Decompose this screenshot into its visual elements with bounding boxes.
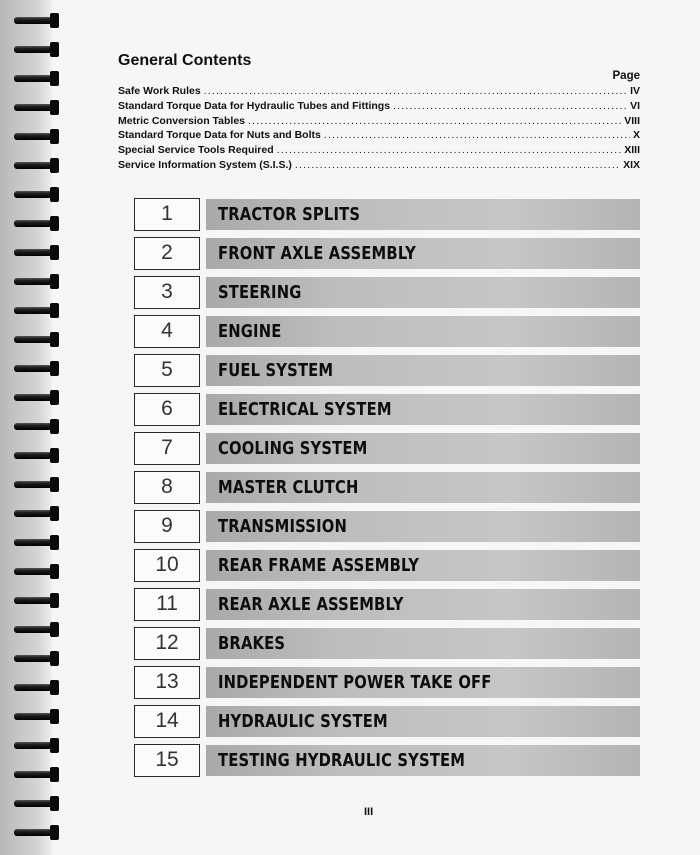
section-tab-14[interactable] xyxy=(134,701,640,740)
toc-entry-page: X xyxy=(632,129,640,142)
binding-coil xyxy=(14,360,60,377)
section-title: MASTER CLUTCH xyxy=(218,477,359,498)
section-number: 3 xyxy=(134,276,200,309)
section-tab-5[interactable] xyxy=(134,350,640,389)
section-band xyxy=(206,589,640,620)
section-title: TRACTOR SPLITS xyxy=(218,204,361,225)
toc-leader-dots xyxy=(295,158,620,173)
toc-leader-dots xyxy=(393,99,627,114)
general-contents-heading: General Contents xyxy=(118,52,252,69)
toc-entry[interactable] xyxy=(118,114,640,129)
section-tab-7[interactable] xyxy=(134,428,640,467)
binding-coil xyxy=(14,534,60,551)
section-band xyxy=(206,706,640,737)
section-index xyxy=(134,194,640,779)
toc-entry[interactable] xyxy=(118,99,640,114)
general-contents-list xyxy=(118,84,640,173)
binding-coil xyxy=(14,70,60,87)
section-band xyxy=(206,667,640,698)
section-number: 5 xyxy=(134,354,200,387)
section-number: 14 xyxy=(134,705,200,738)
binding-coil xyxy=(14,447,60,464)
binding-coil xyxy=(14,273,60,290)
section-band xyxy=(206,472,640,503)
section-number: 4 xyxy=(134,315,200,348)
section-number: 15 xyxy=(134,744,200,777)
toc-entry-page: IV xyxy=(630,85,640,97)
toc-entry-title: Metric Conversion Tables xyxy=(118,114,246,127)
binding-coil xyxy=(14,650,60,667)
toc-entry-title: Special Service Tools Required xyxy=(118,144,274,157)
spiral-binding xyxy=(0,0,52,855)
section-tab-6[interactable] xyxy=(134,389,640,428)
toc-entry-page: VIII xyxy=(624,114,640,127)
section-number: 10 xyxy=(134,549,200,582)
toc-entry-title: Standard Torque Data for Nuts and Bolts xyxy=(118,129,321,142)
toc-entry-page: XIII xyxy=(624,144,640,157)
section-band xyxy=(206,628,640,659)
section-band xyxy=(206,433,640,464)
section-number: 1 xyxy=(134,198,200,231)
section-title: STEERING xyxy=(218,282,302,303)
section-title: TESTING HYDRAULIC SYSTEM xyxy=(218,750,466,771)
section-tab-15[interactable] xyxy=(134,740,640,779)
binding-coil xyxy=(14,186,60,203)
section-title: HYDRAULIC SYSTEM xyxy=(218,711,388,732)
toc-entry-page: VI xyxy=(630,99,640,112)
section-number: 8 xyxy=(134,471,200,504)
section-band xyxy=(206,199,640,230)
binding-coil xyxy=(14,795,60,812)
binding-coil xyxy=(14,418,60,435)
toc-entry[interactable] xyxy=(118,84,640,99)
section-title: FRONT AXLE ASSEMBLY xyxy=(218,243,416,264)
section-band xyxy=(206,745,640,776)
section-title: REAR AXLE ASSEMBLY xyxy=(218,594,404,615)
binding-coil xyxy=(14,244,60,261)
page-column-label: Page xyxy=(612,70,640,82)
toc-entry[interactable] xyxy=(118,128,640,143)
section-number: 2 xyxy=(134,237,200,270)
section-title: BRAKES xyxy=(218,633,286,654)
section-tab-13[interactable] xyxy=(134,662,640,701)
binding-coil xyxy=(14,476,60,493)
section-title: FUEL SYSTEM xyxy=(218,360,334,381)
binding-coil xyxy=(14,563,60,580)
binding-coil xyxy=(14,331,60,348)
section-title: INDEPENDENT POWER TAKE OFF xyxy=(218,672,492,693)
section-number: 12 xyxy=(134,627,200,660)
section-number: 13 xyxy=(134,666,200,699)
binding-coil xyxy=(14,766,60,783)
binding-coil xyxy=(14,592,60,609)
toc-leader-dots xyxy=(277,143,622,158)
binding-coil xyxy=(14,389,60,406)
binding-coil xyxy=(14,302,60,319)
binding-coil xyxy=(14,505,60,522)
binding-coil xyxy=(14,737,60,754)
toc-leader-dots xyxy=(324,128,630,143)
binding-coil xyxy=(14,99,60,116)
binding-coil xyxy=(14,41,60,58)
section-band xyxy=(206,355,640,386)
toc-entry[interactable] xyxy=(118,158,640,173)
section-title: REAR FRAME ASSEMBLY xyxy=(218,555,420,576)
section-tab-11[interactable] xyxy=(134,584,640,623)
section-title: TRANSMISSION xyxy=(218,516,347,537)
section-number: 7 xyxy=(134,432,200,465)
binding-coil xyxy=(14,679,60,696)
section-number: 6 xyxy=(134,393,200,426)
toc-entry[interactable] xyxy=(118,143,640,158)
section-tab-8[interactable] xyxy=(134,467,640,506)
section-number: 11 xyxy=(134,588,200,621)
page-number: III xyxy=(364,806,374,818)
section-band xyxy=(206,394,640,425)
binding-coil xyxy=(14,157,60,174)
toc-leader-dots xyxy=(204,84,627,99)
toc-leader-dots xyxy=(248,114,621,129)
toc-entry-title: Standard Torque Data for Hydraulic Tubes and Fittings xyxy=(118,99,391,112)
section-number: 9 xyxy=(134,510,200,543)
section-tab-3[interactable] xyxy=(134,272,640,311)
section-tab-1[interactable] xyxy=(134,194,640,233)
section-band xyxy=(206,511,640,542)
binding-coil xyxy=(14,708,60,725)
section-title: ENGINE xyxy=(218,321,282,342)
binding-coil xyxy=(14,128,60,145)
section-tab-2[interactable] xyxy=(134,233,640,272)
toc-entry-page: XIX xyxy=(623,158,640,171)
section-band xyxy=(206,277,640,308)
section-tab-9[interactable] xyxy=(134,506,640,545)
binding-coil xyxy=(14,12,60,29)
binding-coil xyxy=(14,824,60,841)
toc-entry-title: Safe Work Rules xyxy=(118,85,201,97)
binding-coil xyxy=(14,621,60,638)
section-band xyxy=(206,238,640,269)
section-title: ELECTRICAL SYSTEM xyxy=(218,399,392,420)
section-title: COOLING SYSTEM xyxy=(218,438,368,459)
toc-entry-title: Service Information System (S.I.S.) xyxy=(118,158,292,171)
section-band xyxy=(206,550,640,581)
section-tab-10[interactable] xyxy=(134,545,640,584)
binding-coil xyxy=(14,215,60,232)
section-tab-4[interactable] xyxy=(134,311,640,350)
section-tab-12[interactable] xyxy=(134,623,640,662)
section-band xyxy=(206,316,640,347)
